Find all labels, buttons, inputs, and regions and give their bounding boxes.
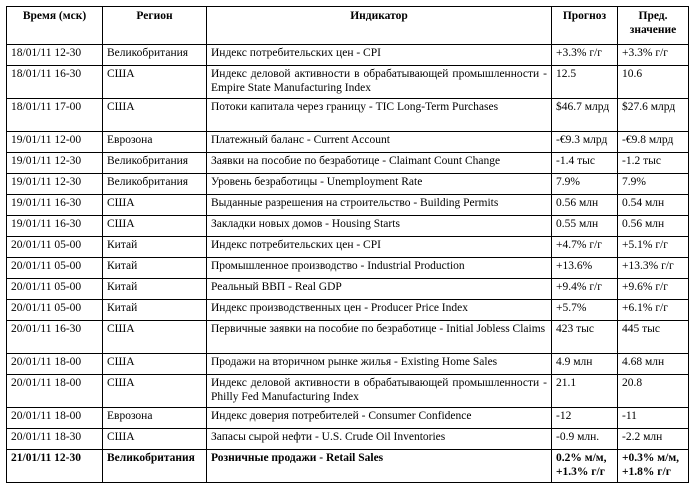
cell-region: США [103, 354, 207, 375]
cell-forecast: -12 [552, 408, 618, 429]
cell-indicator: Закладки новых домов - Housing Starts [207, 216, 552, 237]
cell-region: США [103, 195, 207, 216]
cell-time: 19/01/11 12-00 [7, 132, 103, 153]
cell-region: Еврозона [103, 408, 207, 429]
cell-time: 20/01/11 05-00 [7, 279, 103, 300]
cell-time: 19/01/11 12-30 [7, 153, 103, 174]
table-row [7, 321, 689, 354]
cell-forecast: 21.1 [552, 375, 618, 408]
calendar-table-container [6, 6, 689, 483]
table-row [7, 279, 689, 300]
cell-forecast: +13.6% [552, 258, 618, 279]
cell-forecast: -0.9 млн. [552, 429, 618, 450]
cell-indicator: Индекс производственных цен - Producer Price Index [207, 300, 552, 321]
cell-region: Китай [103, 258, 207, 279]
cell-previous: 20.8 [618, 375, 689, 408]
cell-forecast: 423 тыс [552, 321, 618, 354]
table-row [7, 237, 689, 258]
cell-forecast: +9.4% г/г [552, 279, 618, 300]
table-row [7, 300, 689, 321]
table-row [7, 153, 689, 174]
cell-time: 20/01/11 16-30 [7, 321, 103, 354]
cell-time: 20/01/11 05-00 [7, 237, 103, 258]
cell-indicator: Индекс потребительских цен - CPI [207, 237, 552, 258]
cell-indicator: Индекс деловой активности в обрабатывающей промышленности - Empire State Manufacturing Index [207, 66, 552, 99]
cell-region: Великобритания [103, 153, 207, 174]
cell-indicator: Промышленное производство - Industrial Production [207, 258, 552, 279]
table-row-highlighted [7, 450, 689, 483]
cell-time: 20/01/11 05-00 [7, 300, 103, 321]
cell-previous: 10.6 [618, 66, 689, 99]
cell-forecast: -1.4 тыс [552, 153, 618, 174]
table-row [7, 132, 689, 153]
table-row [7, 216, 689, 237]
cell-indicator: Выданные разрешения на строительство - Building Permits [207, 195, 552, 216]
cell-indicator: Запасы сырой нефти - U.S. Crude Oil Inventories [207, 429, 552, 450]
cell-previous: -11 [618, 408, 689, 429]
cell-indicator: Потоки капитала через границу - TIC Long-Term Purchases [207, 99, 552, 132]
cell-time: 18/01/11 16-30 [7, 66, 103, 99]
table-row [7, 258, 689, 279]
header-time: Время (мск) [7, 7, 103, 45]
header-region: Регион [103, 7, 207, 45]
cell-forecast: 4.9 млн [552, 354, 618, 375]
cell-region: США [103, 99, 207, 132]
cell-indicator: Продажи на вторичном рынке жилья - Existing Home Sales [207, 354, 552, 375]
cell-region: Еврозона [103, 132, 207, 153]
cell-indicator: Уровень безработицы - Unemployment Rate [207, 174, 552, 195]
cell-time: 19/01/11 12-30 [7, 174, 103, 195]
cell-previous: 7.9% [618, 174, 689, 195]
cell-indicator: Индекс деловой активности в обрабатывающей промышленности - Philly Fed Manufacturing Index [207, 375, 552, 408]
cell-previous: 4.68 млн [618, 354, 689, 375]
table-row [7, 195, 689, 216]
cell-forecast: -€9.3 млрд [552, 132, 618, 153]
cell-forecast: +4.7% г/г [552, 237, 618, 258]
cell-time: 20/01/11 05-00 [7, 258, 103, 279]
cell-forecast: +3.3% г/г [552, 45, 618, 66]
cell-time: 18/01/11 12-30 [7, 45, 103, 66]
cell-forecast: 0.56 млн [552, 195, 618, 216]
header-row [7, 7, 689, 45]
table-row [7, 375, 689, 408]
cell-indicator: Первичные заявки на пособие по безработице - Initial Jobless Claims [207, 321, 552, 354]
table-row [7, 45, 689, 66]
cell-region: США [103, 216, 207, 237]
cell-previous: -1.2 тыс [618, 153, 689, 174]
table-row [7, 174, 689, 195]
cell-previous: +6.1% г/г [618, 300, 689, 321]
cell-region: Великобритания [103, 450, 207, 483]
cell-indicator: Платежный баланс - Current Account [207, 132, 552, 153]
cell-region: США [103, 429, 207, 450]
cell-previous: +13.3% г/г [618, 258, 689, 279]
cell-previous: +0.3% м/м, +1.8% г/г [618, 450, 689, 483]
header-forecast: Прогноз [552, 7, 618, 45]
cell-time: 20/01/11 18-00 [7, 375, 103, 408]
table-row [7, 429, 689, 450]
cell-time: 20/01/11 18-30 [7, 429, 103, 450]
cell-indicator: Реальный ВВП - Real GDP [207, 279, 552, 300]
cell-indicator: Розничные продажи - Retail Sales [207, 450, 552, 483]
cell-forecast: $46.7 млрд [552, 99, 618, 132]
cell-region: США [103, 321, 207, 354]
table-row [7, 354, 689, 375]
cell-previous: $27.6 млрд [618, 99, 689, 132]
cell-region: США [103, 66, 207, 99]
cell-previous: 0.56 млн [618, 216, 689, 237]
cell-previous: +5.1% г/г [618, 237, 689, 258]
economic-calendar-table [6, 6, 689, 483]
cell-region: США [103, 375, 207, 408]
cell-previous: 0.54 млн [618, 195, 689, 216]
table-row [7, 99, 689, 132]
cell-time: 18/01/11 17-00 [7, 99, 103, 132]
cell-indicator: Индекс потребительских цен - CPI [207, 45, 552, 66]
cell-time: 20/01/11 18-00 [7, 408, 103, 429]
cell-region: Великобритания [103, 174, 207, 195]
cell-previous: -2.2 млн [618, 429, 689, 450]
cell-region: Китай [103, 279, 207, 300]
table-row [7, 408, 689, 429]
cell-previous: 445 тыс [618, 321, 689, 354]
cell-region: Китай [103, 300, 207, 321]
cell-previous: +9.6% г/г [618, 279, 689, 300]
cell-previous: -€9.8 млрд [618, 132, 689, 153]
cell-time: 21/01/11 12-30 [7, 450, 103, 483]
cell-time: 19/01/11 16-30 [7, 195, 103, 216]
cell-forecast: 12.5 [552, 66, 618, 99]
cell-time: 20/01/11 18-00 [7, 354, 103, 375]
cell-region: Великобритания [103, 45, 207, 66]
cell-indicator: Заявки на пособие по безработице - Claimant Count Change [207, 153, 552, 174]
cell-forecast: +5.7% [552, 300, 618, 321]
header-indicator: Индикатор [207, 7, 552, 45]
table-row [7, 66, 689, 99]
header-previous: Пред. значение [618, 7, 689, 45]
cell-region: Китай [103, 237, 207, 258]
cell-forecast: 7.9% [552, 174, 618, 195]
cell-previous: +3.3% г/г [618, 45, 689, 66]
cell-forecast: 0.2% м/м, +1.3% г/г [552, 450, 618, 483]
cell-indicator: Индекс доверия потребителей - Consumer Confidence [207, 408, 552, 429]
cell-forecast: 0.55 млн [552, 216, 618, 237]
cell-time: 19/01/11 16-30 [7, 216, 103, 237]
